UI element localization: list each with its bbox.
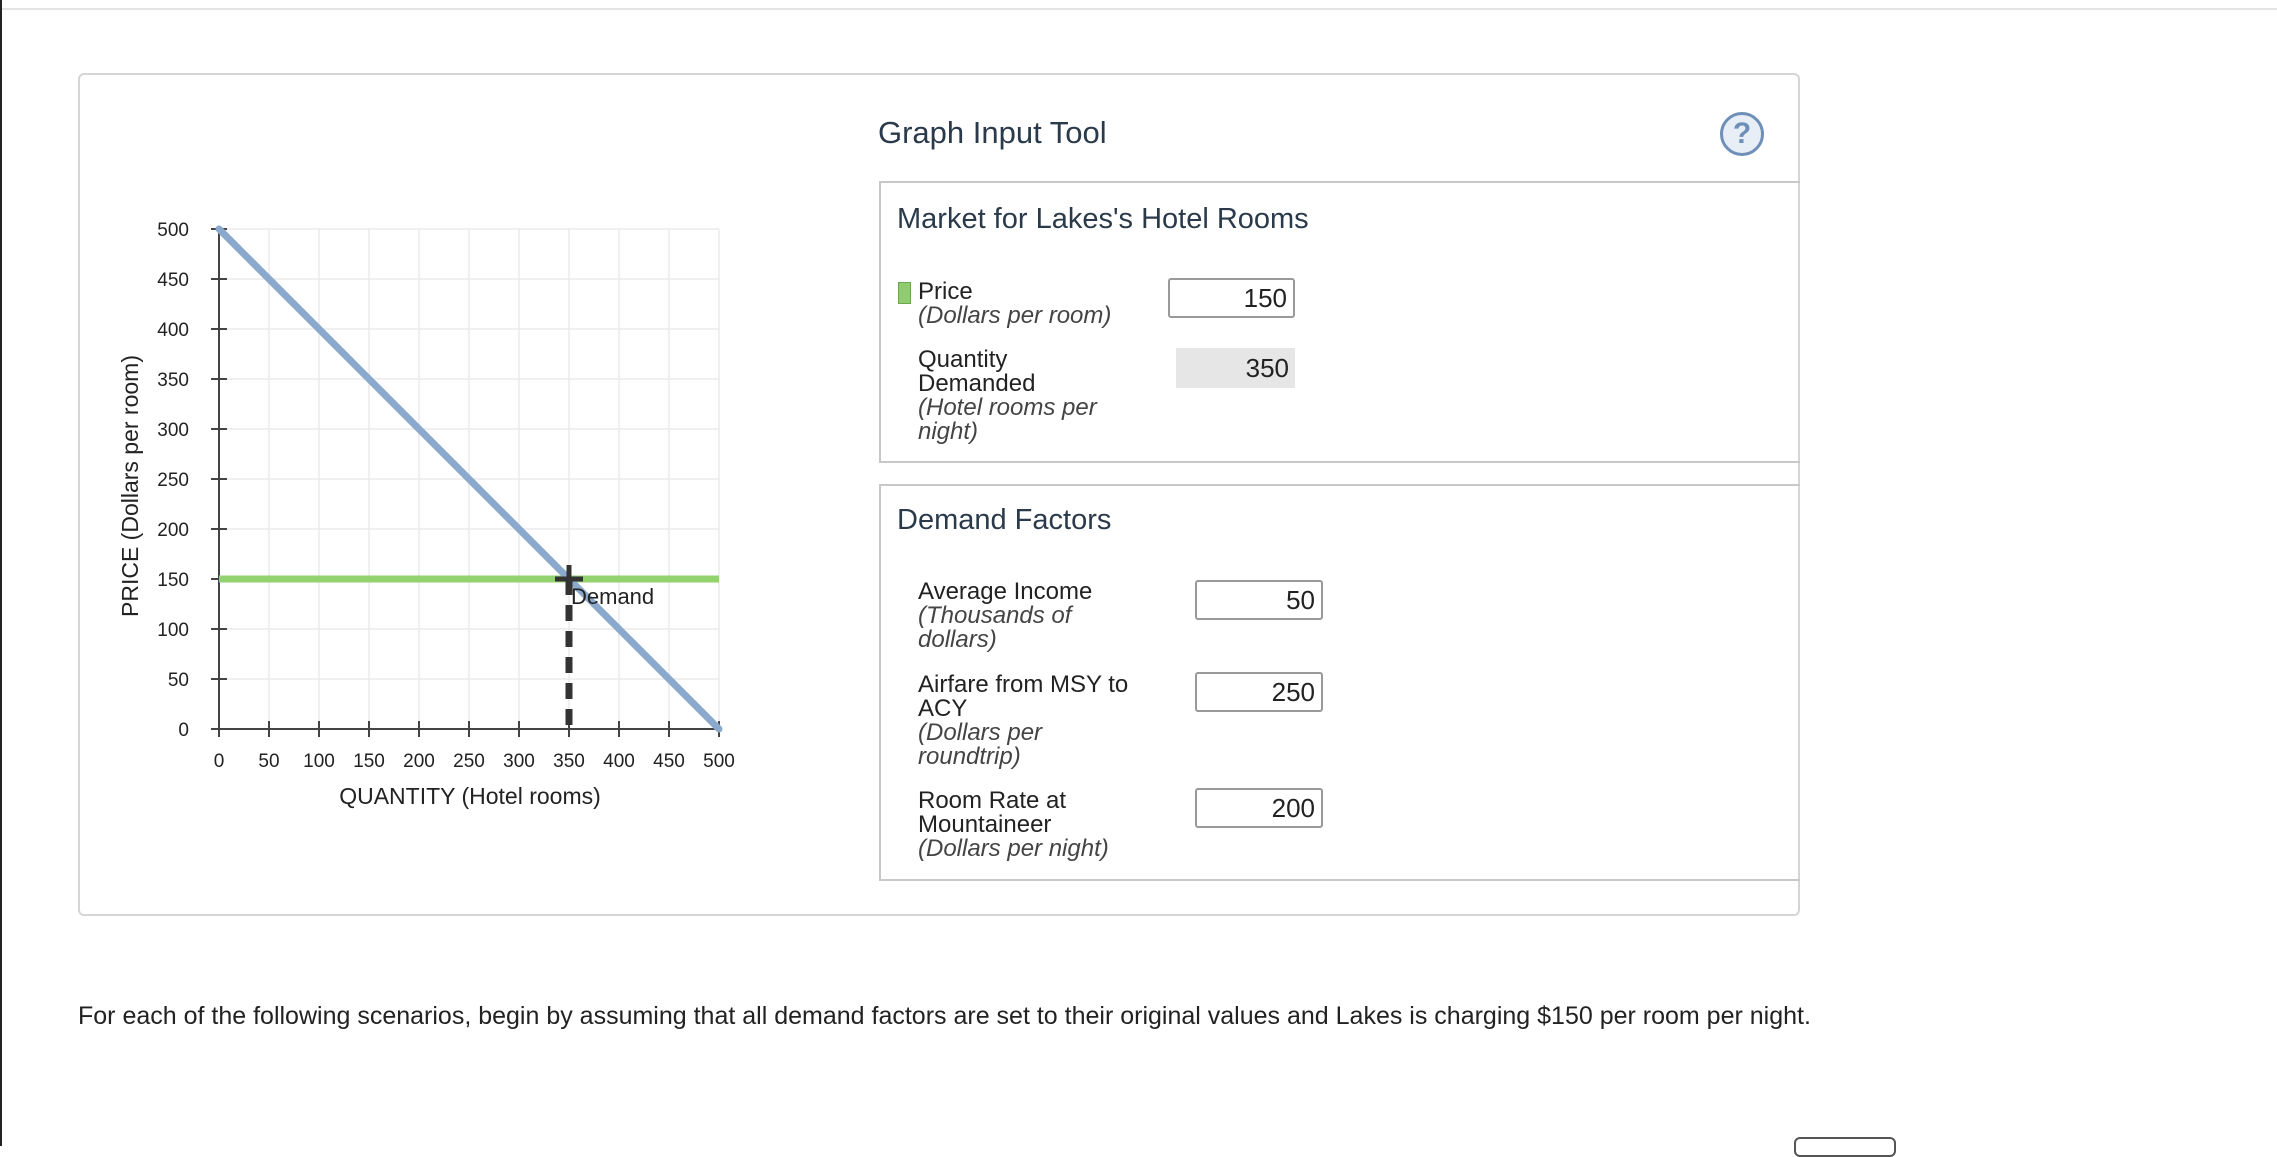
y-tick-label: 400 bbox=[157, 320, 189, 341]
x-tick-label: 200 bbox=[403, 751, 435, 772]
quantity-unit-line2: night) bbox=[918, 418, 979, 445]
x-tick-label: 50 bbox=[258, 751, 280, 772]
quantity-label-line2: Demanded bbox=[918, 370, 1036, 397]
y-tick-label: 150 bbox=[157, 570, 189, 591]
price-unit: (Dollars per room) bbox=[918, 302, 1112, 329]
airfare-input[interactable]: 250 bbox=[1195, 672, 1323, 712]
average-income-label bbox=[918, 580, 1092, 652]
average-income-unit-line1: (Thousands of bbox=[918, 602, 1072, 629]
room-rate-unit-line1: (Dollars per night) bbox=[918, 835, 1109, 862]
room-rate-label-line2: Mountaineer bbox=[918, 811, 1052, 838]
y-tick-label: 350 bbox=[157, 370, 189, 391]
x-axis-label: QUANTITY (Hotel rooms) bbox=[339, 783, 601, 809]
x-tick-label: 350 bbox=[553, 751, 585, 772]
average-income-input[interactable]: 50 bbox=[1195, 580, 1323, 620]
demand-curve-label: Demand bbox=[571, 584, 655, 609]
x-tick-label: 250 bbox=[453, 751, 485, 772]
x-tick-label: 150 bbox=[353, 751, 385, 772]
quantity-label bbox=[918, 348, 1097, 444]
y-tick-label: 0 bbox=[178, 720, 189, 741]
airfare-unit-line2: roundtrip) bbox=[918, 743, 1021, 770]
average-income-label-line1: Average Income bbox=[918, 578, 1093, 605]
x-tick-label: 400 bbox=[603, 751, 635, 772]
price-legend-swatch-icon bbox=[898, 282, 911, 304]
demand-factors-section bbox=[879, 484, 1800, 881]
help-icon: ? bbox=[1732, 117, 1752, 150]
y-tick-label: 300 bbox=[157, 420, 189, 441]
airfare-label bbox=[918, 673, 1128, 769]
y-tick-label: 500 bbox=[157, 220, 189, 241]
airfare-unit-line1: (Dollars per bbox=[918, 719, 1043, 746]
chart-axes bbox=[157, 220, 735, 772]
price-label bbox=[918, 280, 1111, 328]
answer-dropdown[interactable] bbox=[1794, 1137, 1896, 1157]
x-tick-label: 500 bbox=[703, 751, 735, 772]
x-tick-label: 450 bbox=[653, 751, 685, 772]
average-income-unit-line2: dollars) bbox=[918, 626, 997, 653]
room-rate-label-line1: Room Rate at bbox=[918, 787, 1067, 814]
x-tick-label: 300 bbox=[503, 751, 535, 772]
scenario-instructions: For each of the following scenarios, begin by assuming that all demand factors are set to their original values and Lakes is charging $150 per room per night. bbox=[78, 1002, 1811, 1030]
demand-chart[interactable] bbox=[0, 0, 780, 860]
room-rate-label bbox=[918, 789, 1109, 861]
price-label-text: Price bbox=[918, 278, 973, 305]
y-tick-label: 50 bbox=[167, 670, 189, 691]
market-title: Market for Lakes's Hotel Rooms bbox=[897, 203, 1309, 235]
price-input[interactable]: 150 bbox=[1168, 278, 1295, 318]
airfare-label-line1: Airfare from MSY to bbox=[918, 671, 1129, 698]
demand-factors-title: Demand Factors bbox=[897, 504, 1112, 536]
y-tick-label: 450 bbox=[157, 270, 189, 291]
quantity-label-line1: Quantity bbox=[918, 346, 1008, 373]
y-axis-label: PRICE (Dollars per room) bbox=[117, 355, 143, 617]
market-section bbox=[879, 181, 1800, 463]
quantity-demanded-readout: 350 bbox=[1176, 348, 1295, 388]
y-tick-label: 200 bbox=[157, 520, 189, 541]
help-button[interactable] bbox=[1720, 112, 1764, 156]
x-tick-label: 100 bbox=[303, 751, 335, 772]
room-rate-input[interactable]: 200 bbox=[1195, 788, 1323, 828]
y-tick-label: 100 bbox=[157, 620, 189, 641]
quantity-unit-line1: (Hotel rooms per bbox=[918, 394, 1097, 421]
y-tick-label: 250 bbox=[157, 470, 189, 491]
airfare-label-line2: ACY bbox=[918, 695, 968, 722]
tool-title: Graph Input Tool bbox=[878, 115, 1107, 150]
x-tick-label: 0 bbox=[213, 751, 225, 772]
